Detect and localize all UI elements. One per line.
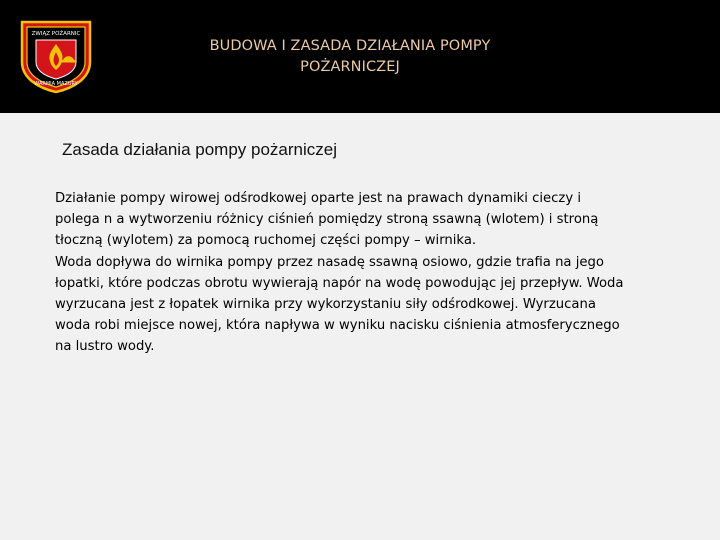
paragraph-1: Działanie pompy wirowej odśrodkowej oparte jest na prawach dynamiki cieczy i polega n a wytworzeniu różnicy ciśnień pomiędzy stroną ssawną (wlotem) i stroną tłoczną (wylotem) za pomocą ruchomej części pompy – wirnika. [55,191,599,249]
fire-brigade-emblem-icon [16,18,96,94]
slide-header [0,0,720,113]
svg-text:WARMIA MAZURY: WARMIA MAZURY [34,81,78,87]
slide-title [150,36,550,78]
svg-text:ZWIĄZ POŻARNIC: ZWIĄZ POŻARNIC [31,31,81,37]
slide-title-line-2: POŻARNICZEJ [300,59,400,75]
body-text [55,188,625,358]
section-subtitle: Zasada działania pompy pożarniczej [62,140,337,159]
paragraph-2: Woda dopływa do wirnika pompy przez nasadę ssawną osiowo, gdzie trafia na jego łopatki, które podczas obrotu wywierają napór na wodę powodując jej przepływ. Woda wyrzucana jest z łopatek wirnika przy wykorzystaniu siły odśrodkowej. Wyrzucana woda robi miejsce nowej, która napływa w wyniku nacisku ciśnienia atmosferycznego na lustro wody. [55,254,624,355]
slide-title-line-1: BUDOWA I ZASADA DZIAŁANIA POMPY [209,38,491,54]
